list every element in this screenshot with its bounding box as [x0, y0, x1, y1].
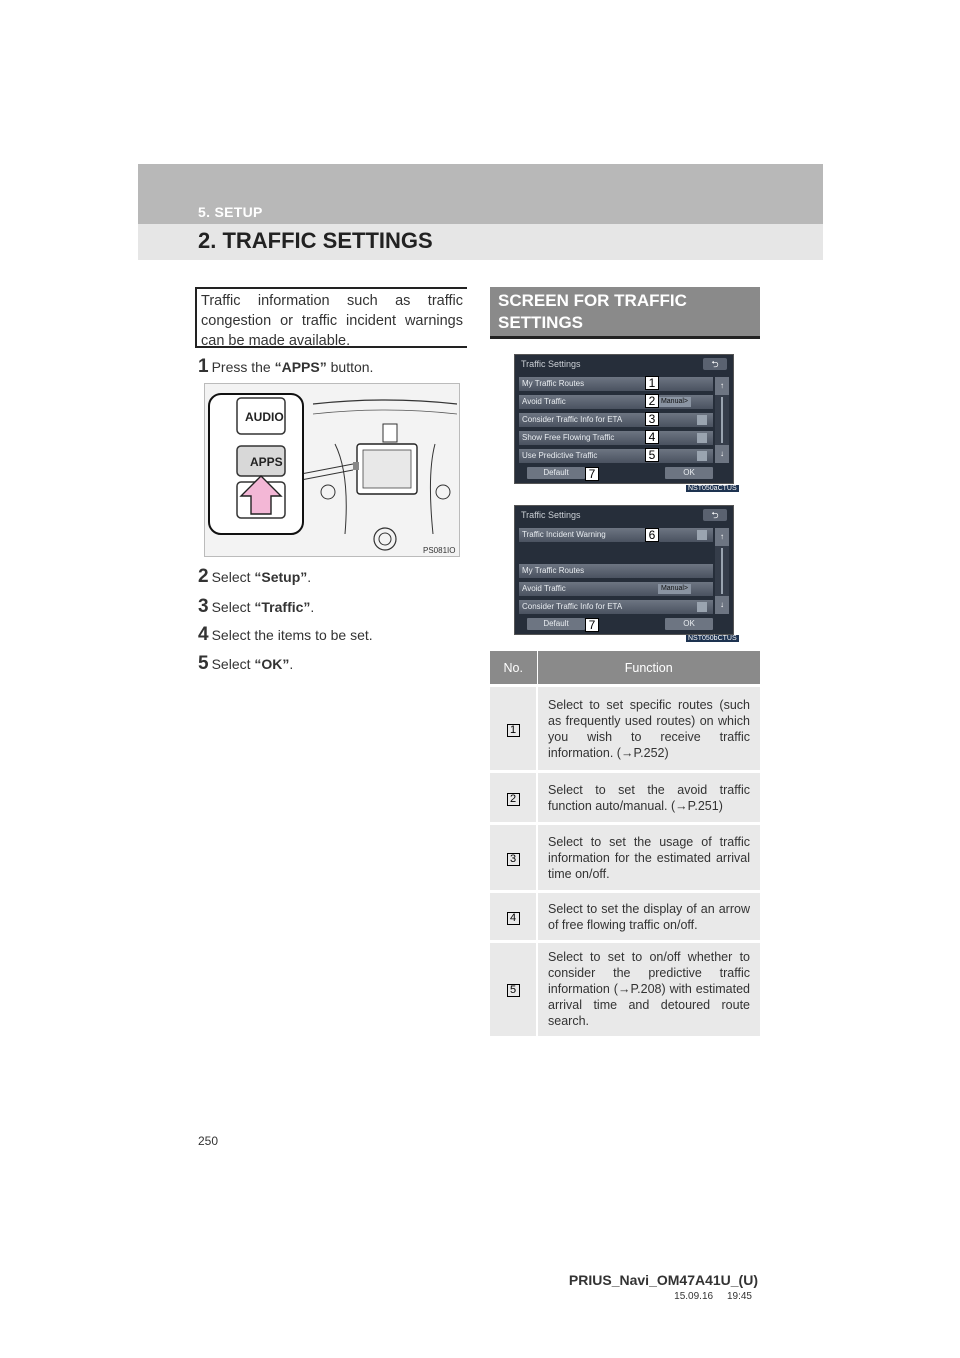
table-row	[490, 942, 760, 1036]
figure-code: PS081IO	[423, 546, 456, 555]
audio-button-label: AUDIO	[245, 410, 284, 424]
screen-code: NST050aCTUS	[688, 485, 737, 492]
callout-badge: 4	[645, 430, 659, 444]
table-row	[490, 686, 760, 772]
screen-title: Traffic Settings	[521, 510, 581, 520]
callout-badge: 5	[645, 448, 659, 462]
back-icon[interactable]: ⮌	[703, 509, 727, 521]
print-timestamp: 15.09.16 19:45	[674, 1291, 752, 1302]
screen-code: NST050bCTUS	[688, 635, 737, 642]
callout-badge: 1	[645, 376, 659, 390]
step-4: 4 Select the items to be set.	[198, 624, 373, 645]
scroll-track	[721, 397, 723, 443]
row-my-traffic-routes[interactable]: My Traffic Routes	[519, 377, 713, 391]
scroll-track	[721, 548, 723, 594]
step-1: 1 Press the “APPS” button.	[198, 356, 374, 377]
ok-button[interactable]: OK	[665, 467, 713, 479]
back-icon[interactable]: ⮌	[703, 358, 727, 370]
row-number-badge: 3	[507, 853, 520, 866]
callout-badge: 7	[585, 467, 599, 481]
scroll-down-icon[interactable]: ↓	[715, 445, 729, 463]
avoid-traffic-value: Manual>	[658, 397, 691, 407]
checkbox-icon[interactable]	[697, 415, 707, 425]
default-button[interactable]: Default	[527, 618, 585, 630]
scroll-down-icon[interactable]: ↓	[715, 596, 729, 614]
row-show-free-flowing[interactable]: Show Free Flowing Traffic	[519, 431, 713, 445]
apps-button-label: APPS	[250, 455, 283, 469]
row-number-badge: 1	[507, 724, 520, 737]
scrollbar[interactable]	[715, 528, 729, 614]
row-number-badge: 4	[507, 912, 520, 925]
ok-button[interactable]: OK	[665, 618, 713, 630]
callout-badge: 6	[645, 528, 659, 542]
page-number: 250	[198, 1134, 219, 1148]
row-avoid-traffic[interactable]: Avoid Traffic Manual>	[519, 582, 713, 596]
row-consider-traffic-eta[interactable]: Consider Traffic Info for ETA	[519, 600, 713, 614]
checkbox-icon[interactable]	[697, 433, 707, 443]
table-header-function: Function	[537, 651, 760, 686]
checkbox-icon[interactable]	[697, 451, 707, 461]
scrollbar[interactable]	[715, 377, 729, 463]
table-row	[490, 772, 760, 824]
dashboard-figure	[204, 383, 460, 557]
dashboard-illustration	[205, 384, 460, 557]
scroll-up-icon[interactable]: ↑	[715, 528, 729, 546]
row-description: Select to set the usage of traffic information for the estimated arrival time on/off.	[537, 824, 760, 892]
callout-badge: 3	[645, 412, 659, 426]
traffic-settings-screen-1	[514, 354, 734, 484]
page-title: 2. TRAFFIC SETTINGS	[198, 228, 433, 253]
traffic-settings-screen-2	[514, 505, 734, 635]
table-header-no: No.	[490, 651, 537, 686]
table-row	[490, 892, 760, 942]
document-id: PRIUS_Navi_OM47A41U_(U)	[568, 1272, 758, 1288]
row-use-predictive[interactable]: Use Predictive Traffic	[519, 449, 713, 463]
row-avoid-traffic[interactable]: Avoid Traffic Manual>	[519, 395, 713, 409]
intro-box: Traffic information such as traffic congestion or traffic incident warnings can be made available.	[195, 287, 467, 348]
row-number-badge: 5	[507, 984, 520, 997]
row-my-traffic-routes[interactable]: My Traffic Routes	[519, 564, 713, 578]
row-description: Select to set specific routes (such as frequently used routes) on which you wish to receive traffic information. (→P.252)	[537, 686, 760, 772]
screen-title: Traffic Settings	[521, 359, 581, 369]
row-description: Select to set to on/off whether to consider the predictive traffic information (→P.208) with estimated arrival time and detoured route search.	[537, 942, 760, 1036]
callout-badge: 7	[585, 618, 599, 632]
checkbox-icon[interactable]	[697, 530, 707, 540]
checkbox-icon[interactable]	[697, 602, 707, 612]
row-description: Select to set the display of an arrow of free flowing traffic on/off.	[537, 892, 760, 942]
table-row	[490, 824, 760, 892]
step-5: 5 Select “OK”.	[198, 653, 294, 674]
screen-panel-title: SCREEN FOR TRAFFIC SETTINGS	[498, 291, 687, 332]
row-number-badge: 2	[507, 793, 520, 806]
step-2: 2 Select “Setup”.	[198, 566, 312, 587]
default-button[interactable]: Default	[527, 467, 585, 479]
section-label: 5. SETUP	[198, 204, 263, 220]
scroll-up-icon[interactable]: ↑	[715, 377, 729, 395]
row-traffic-incident-warning[interactable]: Traffic Incident Warning	[519, 528, 713, 542]
step-3: 3 Select “Traffic”.	[198, 596, 315, 617]
row-consider-traffic-eta[interactable]: Consider Traffic Info for ETA	[519, 413, 713, 427]
callout-badge: 2	[645, 394, 659, 408]
row-description: Select to set the avoid traffic function auto/manual. (→P.251)	[537, 772, 760, 824]
function-table	[490, 651, 760, 1036]
avoid-traffic-value: Manual>	[658, 584, 691, 594]
